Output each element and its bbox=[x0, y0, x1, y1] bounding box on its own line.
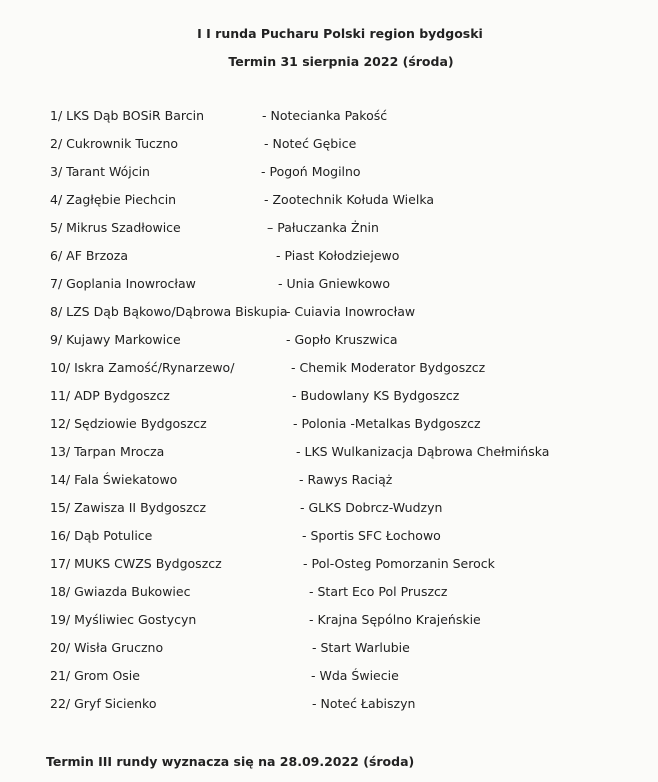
home-team: 22/ Gryf Sicienko bbox=[50, 696, 157, 711]
match-row bbox=[0, 304, 658, 324]
match-row bbox=[0, 416, 658, 436]
match-row bbox=[0, 276, 658, 296]
home-team: 18/ Gwiazda Bukowiec bbox=[50, 584, 191, 599]
match-row bbox=[0, 640, 658, 660]
match-row bbox=[0, 584, 658, 604]
away-team: - Unia Gniewkowo bbox=[278, 276, 390, 291]
home-team: 1/ LKS Dąb BOSiR Barcin bbox=[50, 108, 205, 123]
away-team: - Rawys Raciąż bbox=[299, 472, 393, 487]
home-team: 12/ Sędziowie Bydgoszcz bbox=[50, 416, 207, 431]
away-team: - Krajna Sępólno Krajeńskie bbox=[309, 612, 481, 627]
home-team: 11/ ADP Bydgoszcz bbox=[50, 388, 170, 403]
match-row bbox=[0, 528, 658, 548]
match-row bbox=[0, 164, 658, 184]
home-team: 5/ Mikrus Szadłowice bbox=[50, 220, 181, 235]
away-team: - Pol-Osteg Pomorzanin Serock bbox=[303, 556, 495, 571]
home-team: 6/ AF Brzoza bbox=[50, 248, 128, 263]
match-row bbox=[0, 500, 658, 520]
home-team: 8/ LZS Dąb Bąkowo/Dąbrowa Biskupia bbox=[50, 304, 288, 319]
match-row bbox=[0, 248, 658, 268]
match-row bbox=[0, 192, 658, 212]
home-team: 3/ Tarant Wójcin bbox=[50, 164, 150, 179]
away-team: - Noteć Gębice bbox=[264, 136, 357, 151]
match-row bbox=[0, 556, 658, 576]
document-date: Termin 31 sierpnia 2022 (środa) bbox=[228, 54, 454, 69]
match-row bbox=[0, 612, 658, 632]
away-team: - LKS Wulkanizacja Dąbrowa Chełmińska bbox=[296, 444, 550, 459]
away-team: - Pogoń Mogilno bbox=[261, 164, 361, 179]
document-title: I I runda Pucharu Polski region bydgoski bbox=[197, 26, 483, 41]
match-row bbox=[0, 696, 658, 716]
home-team: 4/ Zagłębie Piechcin bbox=[50, 192, 177, 207]
home-team: 15/ Zawisza II Bydgoszcz bbox=[50, 500, 207, 515]
home-team: 13/ Tarpan Mrocza bbox=[50, 444, 165, 459]
match-row bbox=[0, 388, 658, 408]
match-row bbox=[0, 472, 658, 492]
away-team: - Sportis SFC Łochowo bbox=[302, 528, 441, 543]
away-team: – Pałuczanka Żnin bbox=[267, 220, 379, 235]
home-team: 17/ MUKS CWZS Bydgoszcz bbox=[50, 556, 222, 571]
away-team: - GLKS Dobrcz-Wudzyn bbox=[300, 500, 443, 515]
match-row bbox=[0, 360, 658, 380]
away-team: - Piast Kołodziejewo bbox=[276, 248, 400, 263]
away-team: - Start Warlubie bbox=[312, 640, 410, 655]
away-team: - Gopło Kruszwica bbox=[286, 332, 398, 347]
home-team: 20/ Wisła Gruczno bbox=[50, 640, 164, 655]
home-team: 2/ Cukrownik Tuczno bbox=[50, 136, 179, 151]
away-team: - Wda Świecie bbox=[311, 668, 399, 683]
home-team: 10/ Iskra Zamość/Rynarzewo/ bbox=[50, 360, 235, 375]
away-team: - Notecianka Pakość bbox=[262, 108, 388, 123]
home-team: 14/ Fala Świekatowo bbox=[50, 472, 178, 487]
away-team: - Zootechnik Kołuda Wielka bbox=[264, 192, 435, 207]
match-row bbox=[0, 668, 658, 688]
away-team: - Polonia -Metalkas Bydgoszcz bbox=[293, 416, 481, 431]
match-row bbox=[0, 136, 658, 156]
footer-note: Termin III rundy wyznacza się na 28.09.2022 (środa) bbox=[46, 754, 415, 769]
match-row bbox=[0, 220, 658, 240]
match-row bbox=[0, 332, 658, 352]
away-team: - Cuiavia Inowrocław bbox=[286, 304, 416, 319]
home-team: 19/ Myśliwiec Gostycyn bbox=[50, 612, 197, 627]
home-team: 21/ Grom Osie bbox=[50, 668, 140, 683]
home-team: 16/ Dąb Potulice bbox=[50, 528, 153, 543]
home-team: 9/ Kujawy Markowice bbox=[50, 332, 181, 347]
home-team: 7/ Goplania Inowrocław bbox=[50, 276, 196, 291]
away-team: - Start Eco Pol Pruszcz bbox=[309, 584, 448, 599]
match-row bbox=[0, 108, 658, 128]
match-row bbox=[0, 444, 658, 464]
away-team: - Noteć Łabiszyn bbox=[312, 696, 416, 711]
away-team: - Budowlany KS Bydgoszcz bbox=[292, 388, 460, 403]
away-team: - Chemik Moderator Bydgoszcz bbox=[291, 360, 486, 375]
